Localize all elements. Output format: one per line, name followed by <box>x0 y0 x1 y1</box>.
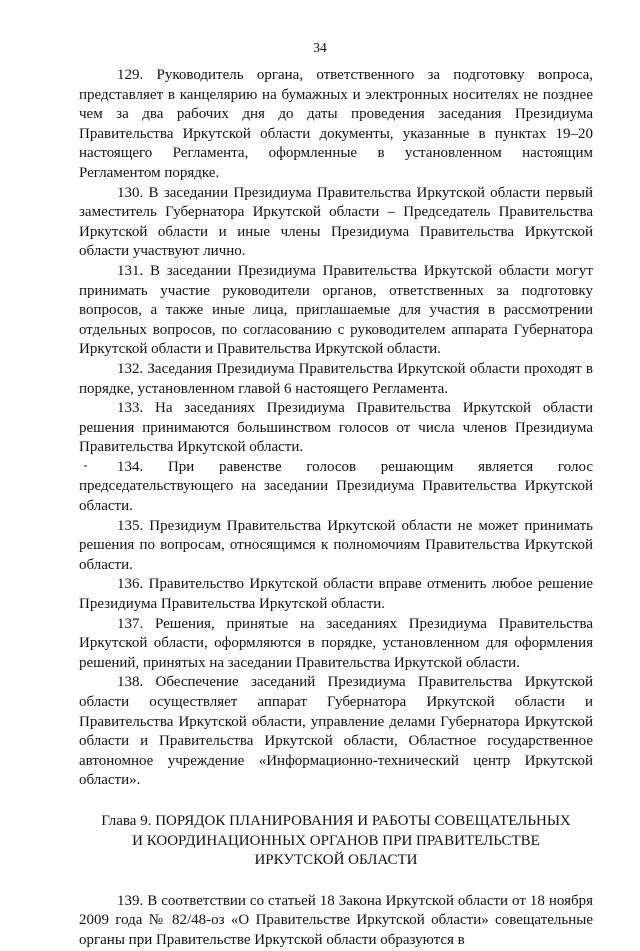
document-body <box>79 66 593 951</box>
spacer <box>79 791 593 812</box>
paragraph-131: 131. В заседании Президиума Правительства Иркутской области могут принимать участие руководители органов, ответственных за подготовку вопросов, а также иные лица, приглашаемые для участия в рассмотрении отдельных вопросов, по согласованию с руководителем аппарата Губернатора Иркутской области и Правительства Иркутской области. <box>79 262 593 358</box>
paragraph-138: 138. Обеспечение заседаний Президиума Правительства Иркутской области осуществляет аппарат Губернатора Иркутской области и Правительства Иркутской области, управление делами Губернатора Иркутской области и Правительства Иркутской области, Областное государственное автономное учреждение «Информационно-технический центр Иркутской области». <box>79 674 593 789</box>
paragraph-136: 136. Правительство Иркутской области вправе отменить любое решение Президиума Правительства Иркутской области. <box>79 576 593 613</box>
paragraph-132: 132. Заседания Президиума Правительства Иркутской области проходят в порядке, установленном главой 6 настоящего Регламента. <box>79 360 593 397</box>
chapter-heading-line-1: Глава 9. ПОРЯДОК ПЛАНИРОВАНИЯ И РАБОТЫ СОВЕЩАТЕЛЬНЫХ <box>101 812 571 829</box>
spacer <box>79 871 593 892</box>
paragraph-137: 137. Решения, принятые на заседаниях Президиума Правительства Иркутской области, оформляются в порядке, установленном для оформления решений, принятых на заседании Правительства Иркутской области. <box>79 615 593 671</box>
chapter-heading <box>79 812 593 871</box>
paragraph-135: 135. Президиум Правительства Иркутской области не может принимать решения по вопросам, относящимся к полномочиям Правительства Иркутской области. <box>79 517 593 573</box>
paragraph-129: 129. Руководитель органа, ответственного за подготовку вопроса, представляет в канцелярию на бумажных и электронных носителях не позднее чем за два рабочих дня до даты проведения заседания Президиума Правительства Иркутской области документы, указанные в пунктах 19–20 настоящего Регламента, оформленные в установленном настоящим Регламентом порядке. <box>79 67 593 181</box>
chapter-heading-line-3: ИРКУТСКОЙ ОБЛАСТИ <box>254 852 418 869</box>
paragraph-134: 134. При равенстве голосов решающим является голос председательствующего на заседании Президиума Правительства Иркутской области. <box>79 458 593 515</box>
chapter-heading-line-2: И КООРДИНАЦИОННЫХ ОРГАНОВ ПРИ ПРАВИТЕЛЬСТВЕ <box>132 832 540 849</box>
paragraph-130: 130. В заседании Президиума Правительства Иркутской области первый заместитель Губернатора Иркутской области – Председатель Правительства Иркутской области и иные члены Президиума Правительства Иркутской области участвуют лично. <box>79 184 593 260</box>
paragraph-139: 139. В соответствии со статьей 18 Закона Иркутской области от 18 ноября 2009 года № 82/48-оз «О Правительстве Иркутской области» совещательные органы при Правительстве Иркутской области образуются в <box>79 892 593 948</box>
paragraph-133: 133. На заседаниях Президиума Правительства Иркутской области решения принимаются большинством голосов от числа членов Президиума Правительства Иркутской области. <box>79 400 593 456</box>
page-number: 34 <box>313 40 327 55</box>
